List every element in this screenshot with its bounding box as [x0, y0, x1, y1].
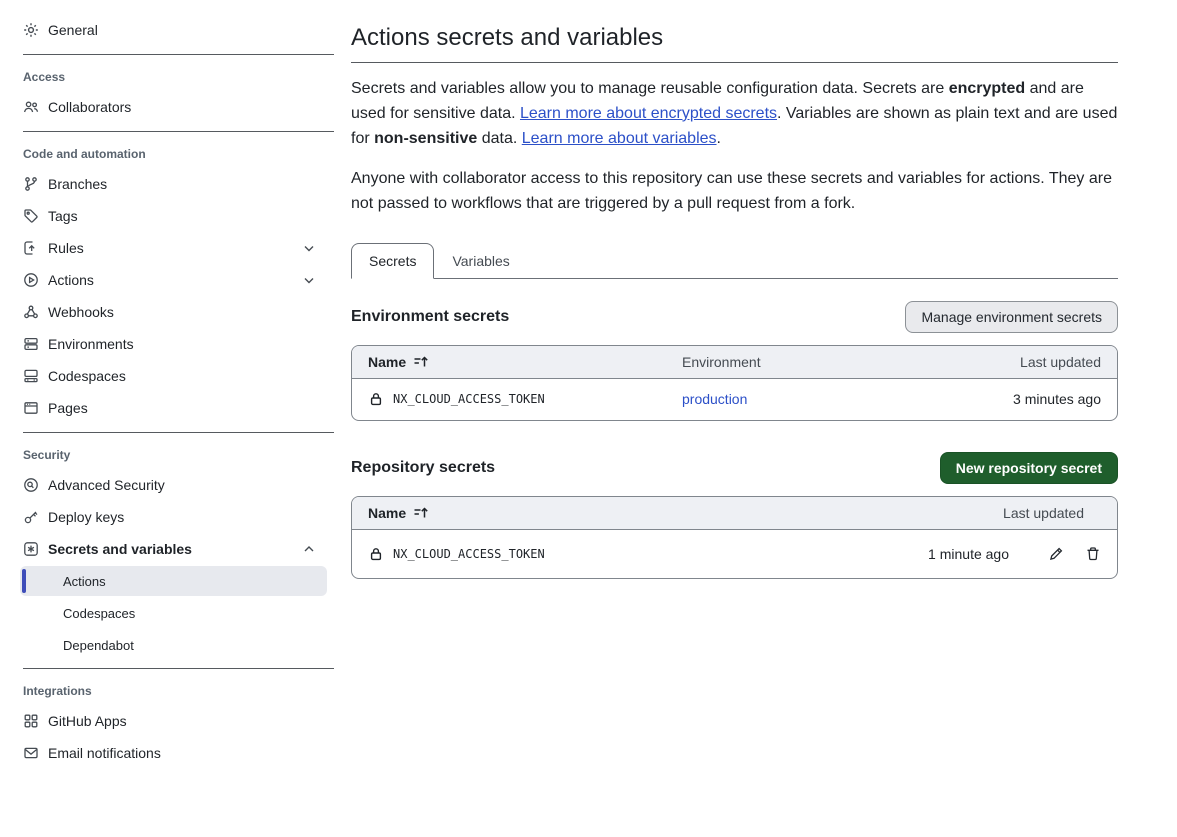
sidebar-item-secrets-and-variables[interactable]	[0, 533, 335, 565]
sidebar-item-deploy-keys[interactable]	[0, 501, 335, 533]
manage-environment-secrets-button[interactable]: Manage environment secrets	[905, 301, 1118, 333]
title-divider	[351, 62, 1118, 63]
environment-secrets-table	[351, 345, 1118, 421]
chevron-down-icon[interactable]	[301, 272, 317, 288]
selected-accent-bar	[22, 569, 26, 593]
tab-variables[interactable]: Variables	[452, 252, 510, 269]
mail-icon	[23, 745, 39, 761]
webhook-icon	[23, 304, 39, 320]
inline-link[interactable]: Learn more about variables	[521, 129, 717, 147]
sidebar-subitem-label: Actions	[63, 573, 106, 589]
last-updated-cell: 3 minutes ago	[1013, 391, 1101, 408]
sidebar-item-github-apps[interactable]	[0, 705, 335, 737]
sidebar-item-advanced-security[interactable]	[0, 469, 335, 501]
main-content	[335, 0, 1177, 837]
table-row	[352, 379, 1117, 420]
sidebar-item-codespaces[interactable]	[0, 360, 335, 392]
last-updated-cell: 1 minute ago	[928, 545, 1009, 562]
sidebar-item-label: Pages	[48, 400, 88, 416]
sort-ascending-icon	[413, 505, 429, 521]
inline-link[interactable]: Learn more about encrypted secrets	[519, 104, 778, 122]
asterisk-box-icon	[23, 541, 39, 557]
secret-name-cell	[368, 391, 682, 407]
sidebar-subitem-codespaces[interactable]	[20, 598, 327, 628]
sidebar-item-collaborators[interactable]	[0, 91, 335, 123]
play-circle-icon	[23, 272, 39, 288]
repository-secrets-header	[351, 452, 1118, 484]
sidebar-item-label: General	[48, 22, 98, 38]
gear-icon	[23, 22, 39, 38]
sort-ascending-icon	[413, 354, 429, 370]
column-header-last-updated: Last updated	[1020, 353, 1101, 370]
sidebar-item-tags[interactable]	[0, 200, 335, 232]
sidebar-item-label: Environments	[48, 336, 134, 352]
sidebar-section-code-automation: Code and automation	[23, 147, 146, 161]
sidebar-divider	[23, 131, 334, 132]
delete-secret-button[interactable]	[1085, 546, 1101, 562]
tab-secrets[interactable]: Secrets	[351, 243, 434, 279]
sidebar-subitem-actions[interactable]	[20, 566, 327, 596]
sidebar-item-branches[interactable]	[0, 168, 335, 200]
sidebar-divider	[23, 432, 334, 433]
sidebar-item-environments[interactable]	[0, 328, 335, 360]
sidebar-item-rules[interactable]	[0, 232, 335, 264]
intro-paragraph: Secrets and variables allow you to manage reusable configuration data. Secrets are encrypted and are used for sensitive data. Learn more about encrypted secrets. Variables are shown as plain text and are used for non-sensitive data. Learn more about variables.	[351, 80, 1118, 147]
sidebar-item-label: Advanced Security	[48, 477, 165, 493]
sidebar-item-label: Actions	[48, 272, 94, 288]
table-row	[352, 530, 1117, 578]
secrets-variables-tabnav	[351, 243, 1118, 279]
sidebar-item-email-notifications[interactable]	[0, 737, 335, 769]
apps-grid-icon	[23, 713, 39, 729]
codespaces-icon	[23, 368, 39, 384]
people-icon	[23, 99, 39, 115]
sidebar-divider	[23, 54, 334, 55]
environment-cell	[682, 391, 1013, 407]
sidebar-item-label: Rules	[48, 240, 84, 256]
sidebar-item-label: Tags	[48, 208, 78, 224]
sidebar-item-label: Codespaces	[48, 368, 126, 384]
sidebar-item-actions[interactable]	[0, 264, 335, 296]
sidebar-item-label: Email notifications	[48, 745, 161, 761]
sidebar-item-label: Branches	[48, 176, 108, 192]
secret-name-cell	[368, 546, 928, 562]
codescan-icon	[23, 477, 39, 493]
lock-icon	[368, 391, 384, 407]
browser-icon	[23, 400, 39, 416]
repository-secrets-heading: Repository secrets	[351, 458, 496, 476]
sidebar-item-label: GitHub Apps	[48, 713, 127, 729]
sidebar-item-label: Collaborators	[48, 99, 132, 115]
table-header-row	[352, 497, 1117, 530]
environment-secrets-heading: Environment secrets	[351, 307, 510, 325]
sidebar-item-general[interactable]	[0, 14, 335, 46]
secret-name: NX_CLOUD_ACCESS_TOKEN	[393, 392, 545, 407]
row-actions	[1048, 546, 1101, 562]
chevron-up-icon[interactable]	[301, 541, 317, 557]
environment-secrets-header	[351, 301, 1118, 333]
server-rows-icon	[23, 336, 39, 352]
sidebar-subitem-label: Codespaces	[63, 605, 136, 621]
page-title: Actions secrets and variables	[351, 24, 664, 51]
sidebar-subitem-dependabot[interactable]	[20, 630, 327, 660]
sidebar-divider	[23, 668, 334, 669]
new-repository-secret-button[interactable]: New repository secret	[940, 452, 1118, 484]
column-header-environment: Environment	[682, 353, 761, 370]
sidebar-item-webhooks[interactable]	[0, 296, 335, 328]
repository-secrets-table	[351, 496, 1118, 579]
sidebar-section-integrations: Integrations	[23, 684, 92, 698]
rules-icon	[23, 240, 39, 256]
column-header-name[interactable]: Name	[368, 354, 682, 370]
edit-secret-button[interactable]	[1048, 546, 1064, 562]
table-header-row	[352, 346, 1117, 379]
sidebar-item-label: Webhooks	[48, 304, 114, 320]
sidebar-item-label: Deploy keys	[48, 509, 125, 525]
sidebar-subitem-label: Dependabot	[63, 637, 134, 653]
environment-link[interactable]: production	[682, 391, 748, 408]
sidebar-section-access: Access	[23, 70, 66, 84]
collaborator-paragraph: Anyone with collaborator access to this repository can use these secrets and variables for actions. They are not passed to workflows that are triggered by a pull request from a fork.	[351, 170, 1112, 213]
git-branch-icon	[23, 176, 39, 192]
secret-name: NX_CLOUD_ACCESS_TOKEN	[393, 546, 545, 561]
column-header-last-updated: Last updated	[1003, 504, 1084, 521]
chevron-down-icon[interactable]	[301, 240, 317, 256]
tag-icon	[23, 208, 39, 224]
sidebar-item-label: Secrets and variables	[48, 541, 192, 557]
settings-sidebar	[0, 0, 335, 837]
lock-icon	[368, 546, 384, 562]
key-icon	[23, 509, 39, 525]
sidebar-section-security: Security	[23, 448, 71, 462]
column-header-name[interactable]: Name	[368, 505, 1003, 521]
sidebar-item-pages[interactable]	[0, 392, 335, 424]
